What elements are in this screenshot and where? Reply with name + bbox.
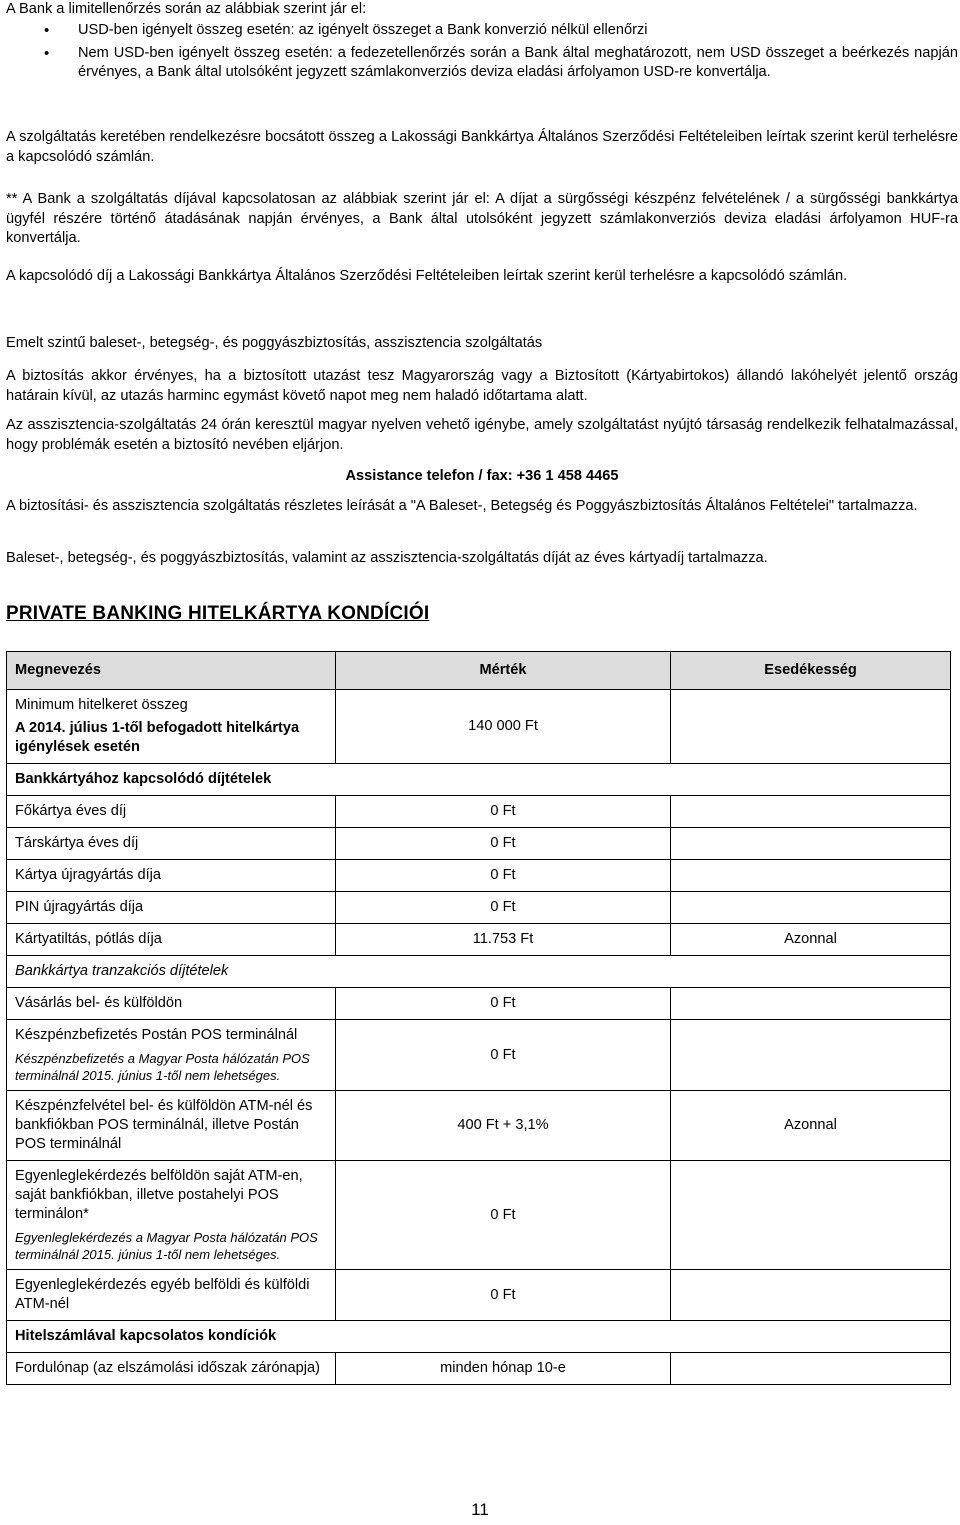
row-due-cell: [671, 988, 951, 1020]
row-due-cell: [671, 1353, 951, 1385]
row-value-cell: 0 Ft: [336, 988, 671, 1020]
row-name-cell: [7, 1161, 336, 1270]
row-due-cell: [671, 860, 951, 892]
table-section-row: [7, 764, 951, 796]
intro-text: A Bank a limitellenőrzés során az alábbiak szerint jár el:: [6, 1, 367, 17]
assistance-phone: Assistance telefon / fax: +36 1 458 4465: [345, 468, 619, 484]
row-label: Egyenleglekérdezés egyéb belföldi és külföldi ATM-nél: [15, 1277, 310, 1312]
insurance-terms-paragraph: A biztosítási- és asszisztencia szolgáltatás részletes leírását a "A Baleset-, Betegség és Poggyászbiztosítás Általános Feltételei" tartalmazza.: [6, 498, 918, 514]
row-value-cell: 0 Ft: [336, 1161, 671, 1270]
table-row: [7, 796, 951, 828]
table-section-row: [7, 1321, 951, 1353]
row-due-cell: [671, 1161, 951, 1270]
row-name-cell: [7, 1091, 336, 1161]
row-name-cell: [7, 796, 336, 828]
bullet-item: • Nem USD-ben igényelt összeg esetén: a fedezetellenőrzés során a Bank által meghatározott, nem USD összeget a beérkezés napján érvényes, a Bank által utolsóként jegyzett számlakonverziós deviza eladási árfolyamon USD-re konvertálja.: [6, 44, 958, 83]
row-value-cell: 400 Ft + 3,1%: [336, 1091, 671, 1161]
section-heading: PRIVATE BANKING HITELKÁRTYA KONDÍCIÓI: [6, 603, 430, 624]
row-value-cell: 0 Ft: [336, 796, 671, 828]
row-label: Vásárlás bel- és külföldön: [15, 995, 183, 1011]
fee-paragraph: ** A Bank a szolgáltatás díjával kapcsolatosan az alábbiak szerint jár el: A díjat a sürgősségi készpénz felvételének / a sürgősségi bankkártya ügyfél részére történő átadásának napján érvényes, a Bank által utolsóként jegyzett számlakonverziós deviza eladási árfolyamon HUF-ra konvertálja.: [6, 191, 958, 247]
section-label: Hitelszámlával kapcsolatos kondíciók: [7, 1321, 951, 1353]
row-name-cell: [7, 1353, 336, 1385]
row-name-cell: [7, 924, 336, 956]
row-label: Egyenleglekérdezés belföldön saját ATM-en, saját bankfiókban, illetve postahelyi POS terminálon*: [15, 1168, 303, 1222]
row-due-cell: Azonnal: [671, 1091, 951, 1161]
table-section-row: [7, 956, 951, 988]
section-label: Bankkártya tranzakciós díjtételek: [7, 956, 951, 988]
table-row: [7, 1091, 951, 1161]
table-row: [7, 892, 951, 924]
row-due-cell: [671, 796, 951, 828]
row-name-cell: [7, 1020, 336, 1091]
row-name-cell: [7, 1270, 336, 1321]
row-label: Kártya újragyártás díja: [15, 867, 162, 883]
table-row: [7, 860, 951, 892]
row-label: PIN újragyártás díja: [15, 899, 144, 915]
insurance-fee-paragraph: Baleset-, betegség-, és poggyászbiztosítás, valamint az asszisztencia-szolgáltatás díját az éves kártyadíj tartalmazza.: [6, 550, 768, 566]
row-value-cell: 0 Ft: [336, 828, 671, 860]
row-name-cell: [7, 988, 336, 1020]
row-value-cell: 0 Ft: [336, 1020, 671, 1091]
row-value-cell: 0 Ft: [336, 1270, 671, 1321]
row-due-cell: [671, 690, 951, 764]
table-row: [7, 1353, 951, 1385]
table-body: [7, 690, 951, 1385]
table-row: [7, 1161, 951, 1270]
assistance-paragraph: Az asszisztencia-szolgáltatás 24 órán keresztül magyar nyelven vehető igénybe, amely szolgáltatást nyújtó társaság rendelkezik felhatalmazással, hogy problémák esetén a biztosító nevében eljárjon.: [6, 417, 958, 453]
row-name-cell: [7, 860, 336, 892]
table-row: [7, 988, 951, 1020]
row-value-cell: 11.753 Ft: [336, 924, 671, 956]
insurance-paragraph: A biztosítás akkor érvényes, ha a biztosított utazást tesz Magyarország vagy a Biztosított (Kártyabirtokos) állandó lakóhelyét jelentő ország határain kívül, az utazás harminc egymást követő napot meg nem haladó időtartama alatt.: [6, 368, 958, 404]
column-header-name: Megnevezés: [7, 652, 336, 690]
row-label: Minimum hitelkeret összeg: [15, 697, 188, 713]
service-paragraph: A szolgáltatás keretében rendelkezésre bocsátott összeg a Lakossági Bankkártya Általános Szerződési Feltételeiben leírtak szerint kerül terhelésre a kapcsolódó számlán.: [6, 129, 958, 165]
row-value-cell: minden hónap 10-e: [336, 1353, 671, 1385]
row-name-cell: [7, 892, 336, 924]
table-row: [7, 690, 951, 764]
bullet-item: • USD-ben igényelt összeg esetén: az igényelt összeget a Bank konverzió nélkül ellenőrzi: [6, 21, 958, 41]
row-note: Egyenleglekérdezés a Magyar Posta hálózatán POS terminálnál 2015. június 1-től nem lehetséges.: [15, 1230, 318, 1262]
table-row: [7, 924, 951, 956]
bullet-list: [6, 21, 958, 86]
column-header-due: Esedékesség: [671, 652, 951, 690]
table-row: [7, 828, 951, 860]
row-due-cell: [671, 828, 951, 860]
row-name-cell: [7, 828, 336, 860]
row-bold-note: A 2014. július 1-től befogadott hitelkártya igénylések esetén: [15, 720, 300, 755]
row-note: Készpénzbefizetés a Magyar Posta hálózatán POS terminálnál 2015. június 1-től nem lehetséges.: [15, 1051, 310, 1083]
row-value-cell: 0 Ft: [336, 892, 671, 924]
page-number: 11: [471, 1500, 489, 1519]
fee-charge-paragraph: A kapcsolódó díj a Lakossági Bankkártya Általános Szerződési Feltételeiben leírtak szerint kerül terhelésre a kapcsolódó számlán.: [6, 268, 848, 284]
section-label: Bankkártyához kapcsolódó díjtételek: [7, 764, 951, 796]
row-due-cell: [671, 1020, 951, 1091]
row-label: Társkártya éves díj: [15, 835, 139, 851]
row-label: Készpénzbefizetés Postán POS terminálnál: [15, 1027, 298, 1043]
conditions-table: [6, 651, 951, 1385]
row-label: Készpénzfelvétel bel- és külföldön ATM-nél és bankfiókban POS terminálnál, illetve Postán POS terminálnál: [15, 1098, 313, 1152]
row-label: Fordulónap (az elszámolási időszak zárónapja): [15, 1360, 321, 1376]
column-header-rate: Mérték: [336, 652, 671, 690]
insurance-title: Emelt szintű baleset-, betegség-, és poggyászbiztosítás, asszisztencia szolgáltatás: [6, 335, 543, 351]
table-row: [7, 1020, 951, 1091]
row-label: Kártyatiltás, pótlás díja: [15, 931, 162, 947]
row-label: Főkártya éves díj: [15, 803, 127, 819]
row-value-cell: 0 Ft: [336, 860, 671, 892]
row-due-cell: [671, 892, 951, 924]
table-row: [7, 1270, 951, 1321]
row-name-cell: [7, 690, 336, 764]
table-header-row: [7, 652, 951, 690]
row-value-cell: 140 000 Ft: [336, 690, 671, 764]
row-due-cell: [671, 1270, 951, 1321]
row-due-cell: Azonnal: [671, 924, 951, 956]
